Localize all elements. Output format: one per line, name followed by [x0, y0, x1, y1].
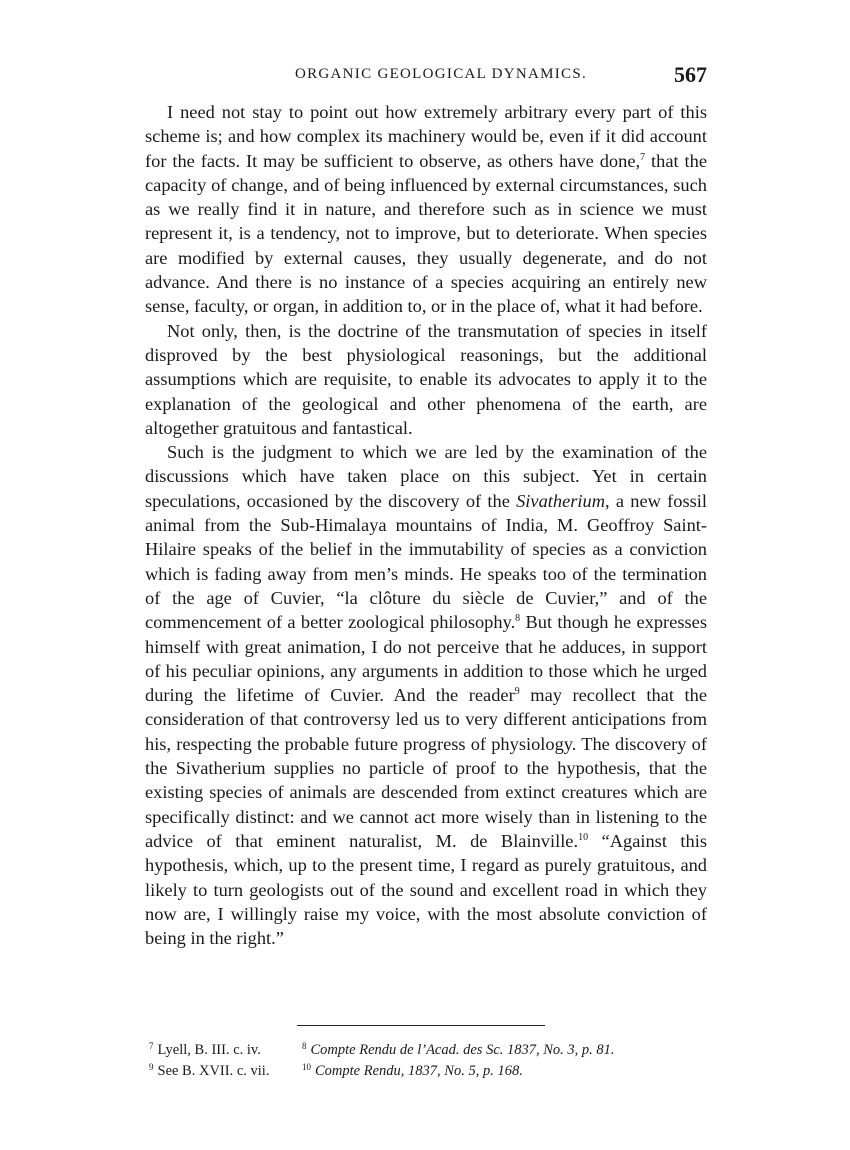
footnote-9	[149, 1061, 269, 1082]
paragraph	[145, 100, 707, 319]
italic-text: Sivatherium	[516, 490, 605, 511]
text-run: , a new fossil animal from the Sub-Himalaya mountains of India, M. Geoffroy Saint-Hilaire speaks of the belief in the immutability of species as a conviction which is fading away from men’s minds. He speaks too of the termination of the age of Cuvier, “la clôture du siècle de Cuvier,” and of the commencement of a better zoological philosophy.	[145, 490, 707, 633]
footnote-row	[145, 1040, 707, 1061]
page-number: 567	[674, 62, 707, 87]
body-text	[145, 100, 707, 950]
text-run: I need not stay to point out how extremely arbitrary every part of this scheme is; and how complex its machinery would be, even if it did account for the facts. It may be sufficient to observe, as others have done,	[145, 102, 707, 171]
footnote-mark: 8	[302, 1041, 307, 1051]
running-head: ORGANIC GEOLOGICAL DYNAMICS.	[294, 66, 588, 82]
footnote-7	[149, 1040, 261, 1061]
page-header	[145, 62, 707, 88]
text-run: But though he expresses himself with great animation, I do not perceive that he adduces, in support of his peculiar opinions, any arguments in addition to those which he urged during the lifetime of Cuvier. And the reader	[145, 612, 707, 706]
footnote-mark: 10	[302, 1062, 311, 1072]
footnote-text: Lyell, B. III. c. iv.	[157, 1042, 261, 1058]
footnote-mark: 7	[149, 1041, 154, 1051]
footnote-ref: 7	[640, 151, 646, 163]
paragraph	[145, 319, 707, 440]
paragraph	[145, 440, 707, 950]
text-run: “Against this hypothesis, which, up to the present time, I regard as purely gratuitous, and likely to turn geologists out of the sound and excellent road in which they now are, I willingly raise my voice, with the most absolute conviction of being in the right.”	[145, 830, 707, 949]
footnote-text: Compte Rendu de l’Acad. des Sc. 1837, No. 3, p. 81.	[310, 1042, 615, 1058]
footnote-ref: 8	[515, 613, 521, 625]
text-run: that the capacity of change, and of being influenced by external circumstances, such as we really find it in nature, and therefore such as in science we must represent it, is a tendency, not to improve, but to deteriorate. When species are modified by external causes, they usually degenerate, and do not advance. And there is no instance of a species acquiring an entirely new sense, faculty, or organ, in addition to, or in the place of, what it had before.	[145, 150, 707, 317]
footnotes	[145, 1040, 707, 1082]
text-run: Not only, then, is the doctrine of the transmutation of species in itself disproved by the best physiological reasonings, but the additional assumptions which are requisite, to enable its advocates to apply it to the explanation of the geological and other phenomena of the earth, are altogether gratuitous and fantastical.	[145, 320, 707, 438]
footnote-text: See B. XVII. c. vii.	[157, 1063, 270, 1079]
footnote-divider	[297, 1025, 545, 1026]
text-run: Such is the judgment to which we are led by the examination of the discussions which have taken place on this subject. Yet in certain speculations, occasioned by the discovery of the	[145, 442, 707, 511]
footnote-8	[302, 1040, 615, 1061]
footnote-ref: 10	[578, 831, 589, 843]
footnote-row	[145, 1061, 707, 1082]
text-run: may recollect that the consideration of that controversy led us to very different anticipations from his, respecting the probable future progress of physiology. The discovery of the Sivatherium supplies no particle of proof to the hypothesis, that the existing species of animals are descended from extinct creatures which are specifically distinct: and we cannot act more wisely than in listening to the advice of that eminent naturalist, M. de Blainville.	[145, 685, 707, 851]
footnote-text: Compte Rendu, 1837, No. 5, p. 168.	[315, 1063, 523, 1079]
footnote-ref: 9	[514, 686, 520, 698]
footnote-10	[302, 1061, 523, 1082]
footnote-mark: 9	[149, 1062, 154, 1072]
